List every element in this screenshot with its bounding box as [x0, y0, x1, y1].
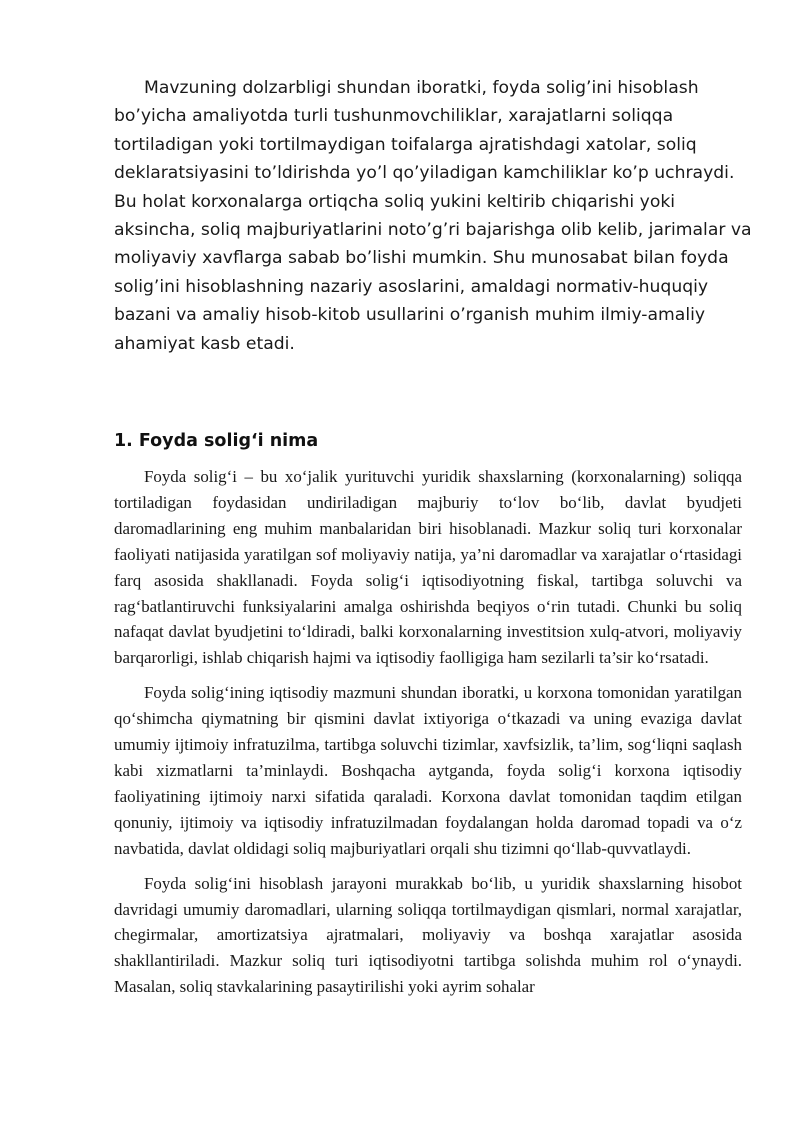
section-body — [114, 464, 742, 1009]
intro-paragraph: Mavzuning dolzarbligi shundan iboratki, foyda solig’ini hisoblash bo’yicha amaliyotda turli tushunmovchiliklar, xarajatlarni soliqqa tortiladigan yoki tortilmaydigan toifalarga ajratishdagi xatolar, soliq deklaratsiyasini to’ldirishda yo’l qo’yiladigan kamchiliklar ko’p uchraydi. Bu holat korxonalarga ortiqcha soliq yukini keltirib chiqarishi yoki aksincha, soliq majburiyatlarini noto’g’ri bajarishga olib kelib, jarimalar va moliyaviy xavflarga sabab bo’lishi mumkin. Shu munosabat bilan foyda solig’ini hisoblashning nazariy asoslarini, amaldagi normativ-huquqiy bazani va amaliy hisob-kitob usullarini o’rganish muhim ilmiy-amaliy ahamiyat kasb etadi. — [114, 78, 752, 354]
body-paragraph: Foyda solig‘ining iqtisodiy mazmuni shundan iboratki, u korxona tomonidan yaratilgan qo‘shimcha qiymatning bir qismini davlat ixtiyoriga o‘tkazadi va uning evaziga davlat umumiy ijtimoiy infratuzilma, tartibga soluvchi tizimlar, xavfsizlik, ta’lim, sog‘liqni saqlash kabi xizmatlarni ta’minlaydi. Boshqacha aytganda, foyda solig‘i korxona iqtisodiy faoliyatining ijtimoiy narxi sifatida qaraladi. Korxona davlat tomonidan taqdim etilgan qonuniy, ijtimoiy va iqtisodiy infratuzilmadan foydalangan holda daromad topadi va o‘z navbatida, davlat oldidagi soliq majburiyatlari orqali shu tizimni qo‘llab-quvvatlaydi. — [114, 683, 742, 858]
body-paragraph: Foyda solig‘ini hisoblash jarayoni murakkab bo‘lib, u yuridik shaxslarning hisobot davridagi umumiy daromadlari, ularning soliqqa tortilmaydigan qismlari, normal xarajatlar, chegirmalar, amortizatsiya ajratmalari, moliyaviy va boshqa xarajatlar asosida shakllantiriladi. Mazkur soliq turi iqtisodiyotni tartibga solishda muhim rol o‘ynaydi. Masalan, soliq stavkalarining pasaytirilishi yoki ayrim sohalar — [114, 873, 742, 997]
section-heading: 1. Foyda solig‘i nima — [114, 431, 319, 451]
body-paragraph: Foyda solig‘i – bu xo‘jalik yurituvchi yuridik shaxslarning (korxonalarning) soliqqa tortiladigan foydasidan undiriladigan majburiy to‘lov bo‘lib, davlat byudjeti daromadlarining eng muhim manbalaridan biri hisoblanadi. Mazkur soliq turi korxonalar faoliyati natijasida yaratilgan sof moliyaviy natija, ya’ni daromadlar va xarajatlar o‘rtasidagi farq asosida shakllanadi. Foyda solig‘i iqtisodiyotning fiskal, tartibga soluvchi va rag‘batlantiruvchi funksiyalarini amalga oshirishda beqiyos o‘rin tutadi. Chunki bu soliq nafaqat davlat byudjetini to‘ldiradi, balki korxonalarning investitsion xulq-atvori, moliyaviy barqarorligi, ishlab chiqarish hajmi va iqtisodiy faolligiga ham sezilarli ta’sir ko‘rsatadi. — [114, 467, 742, 668]
